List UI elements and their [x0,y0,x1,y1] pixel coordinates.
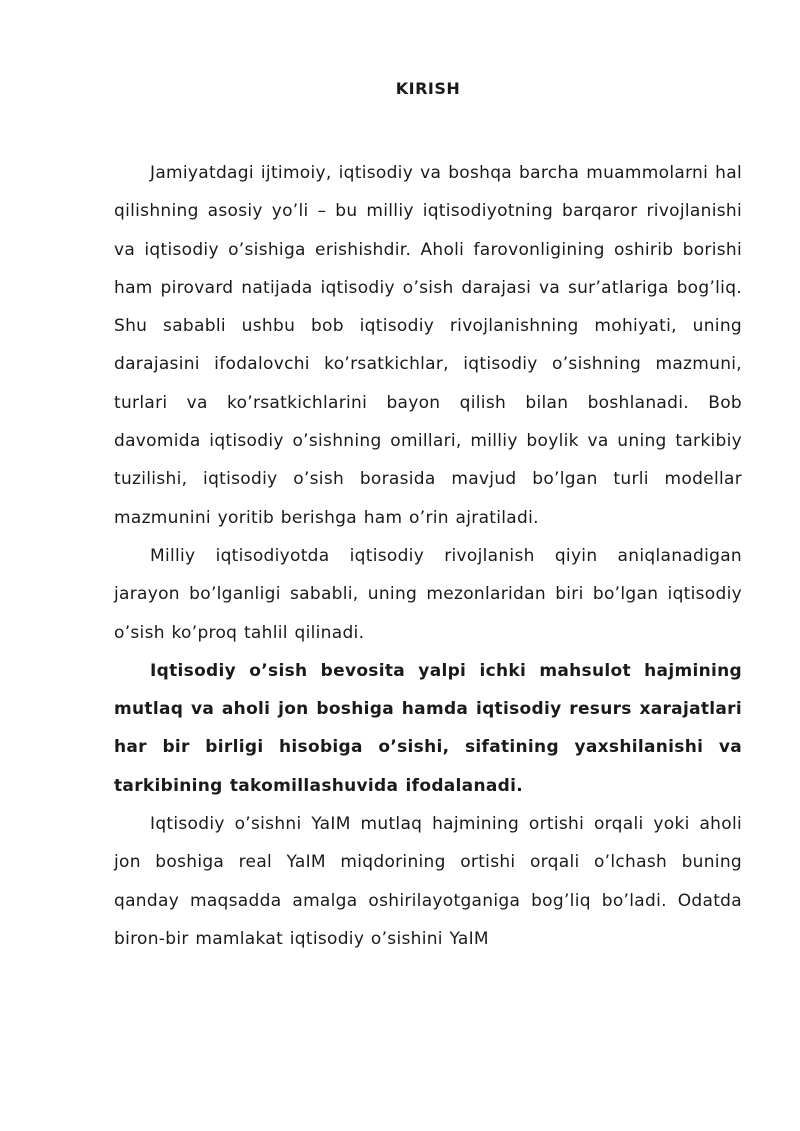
paragraph-definition: Iqtisodiy o’sish bevosita yalpi ichki mahsulot hajmining mutlaq va aholi jon boshiga hamda iqtisodiy resurs xarajatlari har bir birligi hisobiga o’sishi, sifatining yaxshilanishi va tarkibining takomillashuvida ifodalanadi. [114,660,742,796]
paragraph-measurement: Iqtisodiy o’sishni YaIM mutlaq hajmining ortishi orqali yoki aholi jon boshiga real YaIM miqdorining ortishi orqali o’lchash buning qanday maqsadda amalga oshirilayotganiga bog’liq bo’ladi. Odatda biron-bir mamlakat iqtisodiy o’sishini YaIM [114,814,742,949]
paragraph-development: Milliy iqtisodiyotda iqtisodiy rivojlanish qiyin aniqlanadigan jarayon bo’lganligi sababli, uning mezonlaridan biri bo’lgan iqtisodiy o’sish ko’proq tahlil qilinadi. [114,545,742,643]
paragraph-intro: Jamiyatdagi ijtimoiy, iqtisodiy va boshqa barcha muammolarni hal qilishning asosiy yo’li – bu milliy iqtisodiyotning barqaror rivojlanishi va iqtisodiy o’sishiga erishishdir. Aholi farovonligining oshirib borishi ham pirovard natijada iqtisodiy o’sish darajasi va sur’atlariga bog’liq. Shu sababli ushbu bob iqtisodiy rivojlanishning mohiyati, uning darajasini ifodalovchi ko’rsatkichlar, iqtisodiy o’sishning mazmuni, turlari va ko’rsatkichlarini bayon qilish bilan boshlanadi. Bob davomida iqtisodiy o’sishning omillari, milliy boylik va uning tarkibiy tuzilishi, iqtisodiy o’sish borasida mavjud bo’lgan turli modellar mazmunini yoritib berishga ham o’rin ajratiladi. [114,163,742,528]
section-title: KIRISH [395,79,461,98]
document-page [114,68,742,958]
